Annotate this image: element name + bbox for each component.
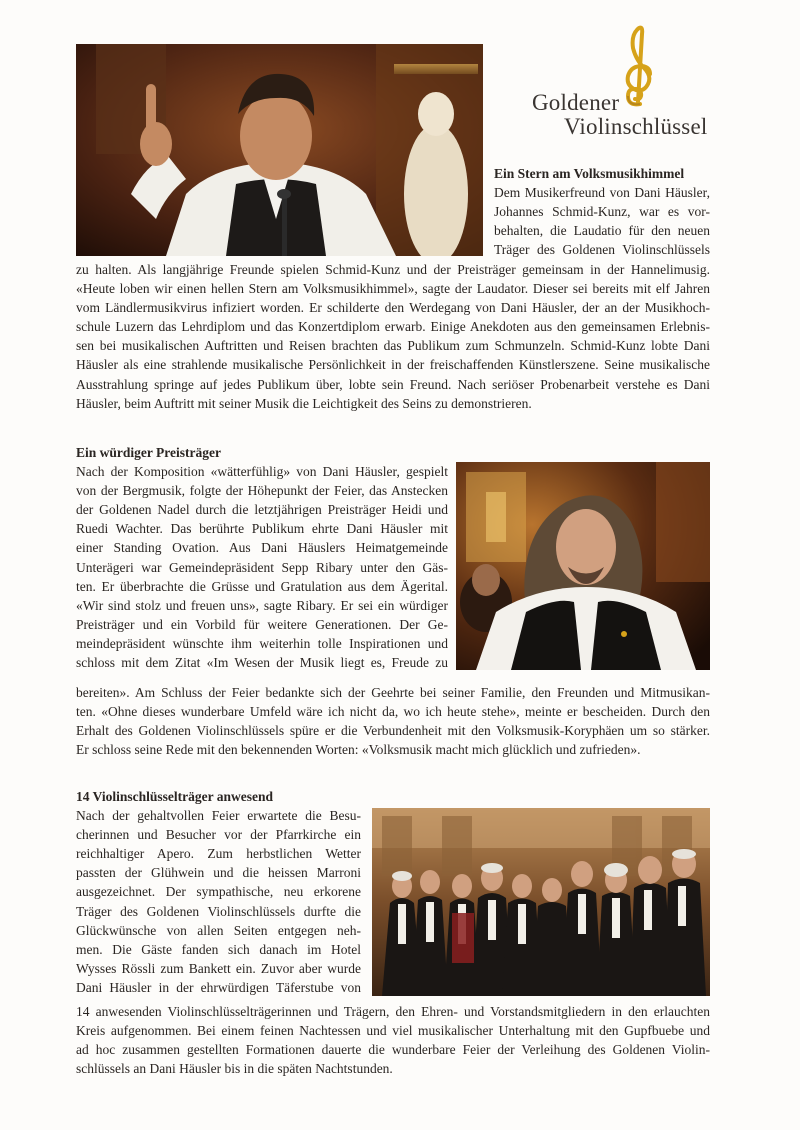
text-line: Erhalt des Goldenen Violinschlüssels spüre er die Verbundenheit mit den Volksmusik-Koryphäen um so stärker.	[76, 723, 710, 739]
text-line: cherinnen und Besucher vor der Pfarrkirche ein	[76, 827, 361, 843]
text-line: Häusler, beim Auftritt mit seiner Musik die Leichtigkeit des Seins zu demonstrieren.	[76, 395, 532, 411]
section-wuerdiger-preistraeger-intro	[76, 443, 448, 672]
text-line: ten. «Ohne dieses wunderbare Umfeld wäre ich nicht da, wo ich heute stehe», meinte er bescheiden. Durch den	[76, 704, 710, 720]
section-wuerdiger-preistraeger-body	[76, 683, 710, 759]
text-line: Nach der Komposition «wätterfühlig» von Dani Häusler, gespielt	[76, 464, 448, 480]
photo-group-traeger	[372, 808, 710, 996]
text-line: Dani Häusler in der ehrwürdigen Täferstube von	[76, 979, 361, 995]
text-line: schule Luzern das Lehrdiplom und das Konzertdiplom erwarb. Einige Anekdoten aus den gemeinsamen Erlebnis-	[76, 319, 710, 335]
text-line: Preisträger und ein Vorbild für weitere Generationen. Der Ge-	[76, 616, 448, 632]
section-heading: Ein Stern am Volksmusikhimmel	[494, 166, 685, 181]
text-line: schlüssels an Dani Häusler bis in die späten Nachtstunden.	[76, 1061, 393, 1077]
text-line: Ausstrahlung springe auf jedes Publikum über, lobte sein Freund. Nach seriöser Probenarbeit verstehe es Dani	[76, 376, 710, 392]
text-line: sen bei musikalischen Auftritten und Reisen brachten das Publikum zum Schmunzeln. Schmid-Kunz lobte Dani	[76, 338, 710, 354]
text-line: zu halten. Als langjährige Freunde spielen Schmid-Kunz und der Preisträger gemeinsam in der Hannelimusig.	[76, 262, 710, 277]
text-line: vom Ländlermusikvirus infiziert worden. Er schilderte den Werdegang von Dani Häusler, der an der Musikhoch-	[76, 300, 710, 316]
text-line: der Goldenen Nadel durch die letztjährigen Preisträger Heidi und	[76, 502, 448, 518]
text-line: Träger des Goldenen Violinschlüssels durfte die	[76, 903, 361, 919]
text-line: passten der Glühwein und die heissen Marroni	[76, 865, 361, 881]
text-line: reichhaltiger Apero. Zum herbstlichen Wetter	[76, 846, 361, 862]
section-heading: 14 Violinschlüsselträger anwesend	[76, 789, 274, 804]
section-stern-am-volksmusikhimmel-intro	[494, 164, 710, 259]
text-line: ad hoc zusammen gestellten Formationen dauerte die wunderbare Feier der Verleihung des Goldenen Violin-	[76, 1042, 710, 1058]
section-stern-am-volksmusikhimmel-body	[76, 260, 710, 413]
logo-word-violinschluessel: Violinschlüssel	[564, 114, 708, 139]
section-heading: Ein würdiger Preisträger	[76, 445, 221, 460]
text-line: «Heute loben wir einen hellen Stern am Volksmusikhimmel», sagte der Laudator. Dieser sei bereits mit elf Jahren	[76, 281, 710, 297]
logo-word-goldener: Goldener	[532, 90, 620, 115]
text-line: Träger des Goldenen Violinschlüssels	[494, 242, 710, 258]
text-line: Glückwünsche von allen Seiten entgegen neh-	[76, 922, 361, 938]
text-line: schloss mit dem Zitat «Im Wesen der Musik liegt es, Freude zu	[76, 655, 448, 671]
section-violinschluesseltraeger-body	[76, 1002, 710, 1078]
text-line: ten. Er überbrachte die Grüsse und Gratulation aus dem Ägerital.	[76, 578, 448, 594]
text-line: bereiten». Am Schluss der Feier bedankte sich der Geehrte bei seiner Familie, den Freunden und Mitmusikan-	[76, 685, 710, 700]
text-line: «Wir sind stolz und freuen uns», sagte Ribary. Er sei ein würdiger	[76, 597, 448, 613]
text-line: Johannes Schmid-Kunz, war es vor-	[494, 204, 710, 220]
text-line: men. Die Gäste fanden sich danach im Hotel	[76, 941, 361, 957]
text-line: Unterägeri war Gemeindepräsident Sepp Ribary unter den Gäs-	[76, 559, 448, 575]
text-line: Wysses Rössli zum Bankett ein. Zuvor aber wurde	[76, 960, 361, 976]
photo-laudator-speech	[76, 44, 483, 256]
text-line: Häusler als eine strahlende musikalische Persönlichkeit in der freischaffenden Künstlerszene. Seine musikalische	[76, 357, 710, 373]
text-line: einer Standing Ovation. Aus Dani Häuslers Heimatgemeinde	[76, 540, 448, 556]
text-line: von der Bergmusik, folgte der Höhepunkt der Feier, das Anstecken	[76, 483, 448, 499]
photo-dani-haeusler	[456, 462, 710, 670]
text-line: 14 anwesenden Violinschlüsselträgerinnen und Trägern, den Ehren- und Vorstandsmitgliedern in den erlauchten	[76, 1004, 710, 1019]
text-line: Nach der gehaltvollen Feier erwartete die Besu-	[76, 808, 361, 824]
text-line: Dem Musikerfreund von Dani Häusler,	[494, 185, 710, 201]
text-line: Er schloss seine Rede mit den bekennenden Worten: «Volksmusik macht mich glücklich und zufrieden».	[76, 742, 641, 758]
text-line: Kreis aufgenommen. Bei einem feinen Nachtessen und viel musikalischer Unterhaltung mit den Gupfbuebe und	[76, 1023, 710, 1039]
treble-clef-icon	[618, 24, 658, 108]
text-line: meindepräsident wünschte ihm weiterhin tolle Inspirationen und	[76, 635, 448, 651]
goldener-violinschluessel-logo	[520, 24, 720, 142]
text-line: behalten, die Laudatio für den neuen	[494, 223, 710, 239]
text-line: ausgezeichnet. Der sympathische, neu erkorene	[76, 884, 361, 900]
section-violinschluesseltraeger-intro	[76, 787, 361, 997]
text-line: Ruedi Wachter. Das berührte Publikum ehrte Dani Häusler mit	[76, 521, 448, 537]
